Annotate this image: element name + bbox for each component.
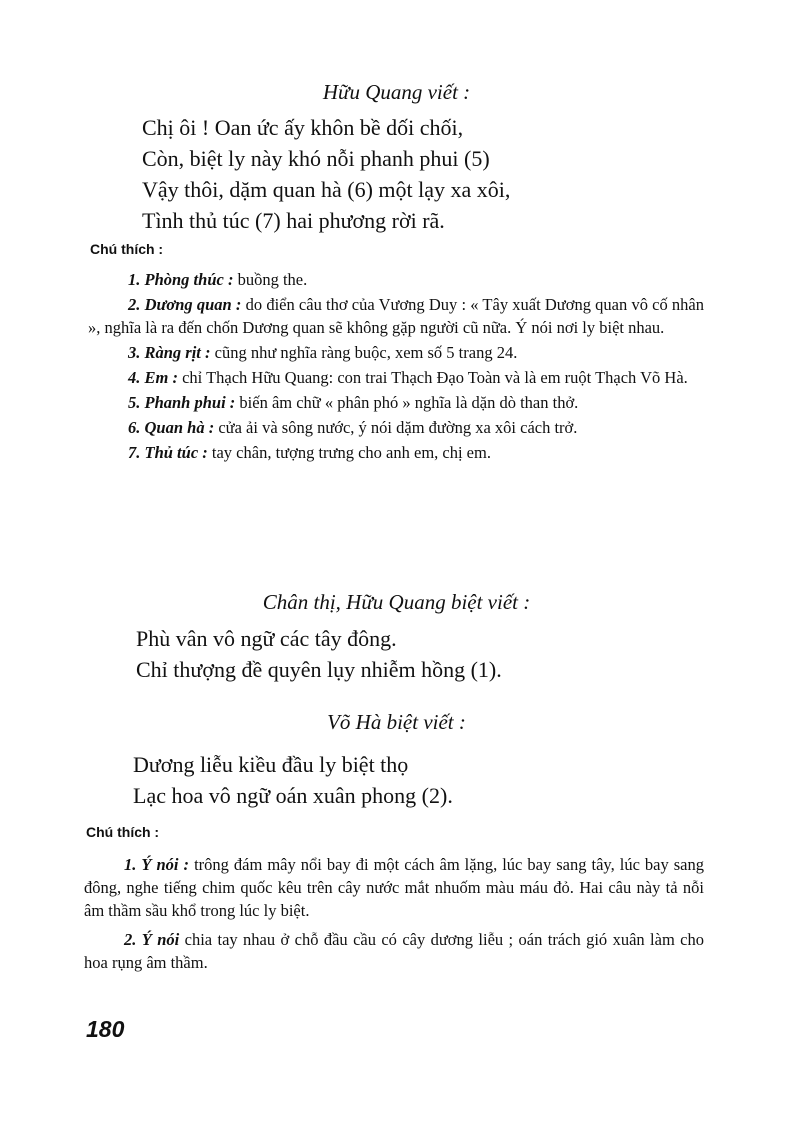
note-term: 6. Quan hà : — [128, 418, 215, 437]
verse-line: Chỉ thượng đề quyên lụy nhiễm hồng (1). — [136, 657, 502, 682]
note-term: 7. Thủ túc : — [128, 443, 208, 462]
note-term: 1. Ý nói : — [124, 855, 190, 874]
note-item — [88, 268, 704, 291]
verse-line: Vậy thôi, dặm quan hà (6) một lạy xa xôi, — [142, 177, 511, 202]
note-text: chia tay nhau ở chỗ đầu cầu có cây dương liễu ; oán trách gió xuân làm cho hoa rụng âm thầm. — [84, 930, 704, 972]
note-term: 1. Phòng thúc : — [128, 270, 234, 289]
verse-block-3 — [133, 749, 453, 811]
note-text: tay chân, tượng trưng cho anh em, chị em. — [211, 443, 491, 462]
note-term: 4. Em : — [128, 368, 178, 387]
verse-line: Phù vân vô ngữ các tây đông. — [136, 626, 397, 651]
verse-line: Còn, biệt ly này khó nỗi phanh phui (5) — [142, 146, 490, 171]
note-term: 2. Ý nói — [124, 930, 180, 949]
verse-line: Dương liễu kiều đầu ly biệt thọ — [133, 752, 409, 777]
note-term: 5. Phanh phui : — [128, 393, 236, 412]
note-text: do điển câu thơ của Vương Duy : « Tây xuất Dương quan vô cố nhân », nghĩa là ra đến chốn Dương quan sẽ không gặp người cũ nữa. Ý nói nơi ly biệt nhau. — [88, 295, 704, 337]
notes-block-2 — [84, 853, 704, 976]
note-item — [88, 391, 704, 414]
verse-line: Tình thủ túc (7) hai phương rời rã. — [142, 208, 445, 233]
page-number: 180 — [86, 1016, 125, 1042]
note-text: biến âm chữ « phân phó » nghĩa là dặn dò than thở. — [239, 393, 579, 412]
note-text: trông đám mây nổi bay đi một cách âm lặng, lúc bay sang tây, lúc bay sang đông, nghe tiếng chim quốc kêu trên cây nước mắt nhuốm màu máu đỏ. Hai câu này tả nỗi âm thầm sầu khổ trong lúc ly biệt. — [84, 855, 705, 920]
note-text: cửa ải và sông nước, ý nói dặm đường xa xôi cách trở. — [218, 418, 578, 437]
note-item — [88, 341, 704, 364]
note-item — [88, 293, 704, 339]
section-heading-huu-quang: Hữu Quang viết : — [322, 80, 471, 104]
note-term: 3. Ràng rịt : — [128, 343, 211, 362]
notes-block-1 — [88, 268, 704, 466]
verse-line: Lạc hoa vô ngữ oán xuân phong (2). — [133, 783, 453, 808]
verse-line: Chị ôi ! Oan ức ấy khôn bề dối chối, — [142, 115, 464, 140]
notes-label: Chú thích : — [90, 241, 164, 257]
note-text: cũng như nghĩa ràng buộc, xem số 5 trang 24. — [214, 343, 518, 362]
note-item — [88, 416, 704, 439]
section-heading-chan-thi: Chân thị, Hữu Quang biệt viết : — [262, 590, 531, 614]
note-item — [88, 441, 704, 464]
note-item — [88, 366, 704, 389]
note-term: 2. Dương quan : — [128, 295, 242, 314]
note-item — [84, 853, 704, 922]
verse-block-2 — [136, 623, 502, 685]
section-heading-vo-ha: Võ Hà biệt viết : — [327, 710, 466, 734]
verse-block-1 — [142, 112, 510, 236]
note-text: buồng the. — [237, 270, 308, 289]
note-item — [84, 928, 704, 974]
note-text: chỉ Thạch Hữu Quang: con trai Thạch Đạo Toàn và là em ruột Thạch Võ Hà. — [182, 368, 688, 387]
notes-label: Chú thích : — [86, 824, 160, 840]
